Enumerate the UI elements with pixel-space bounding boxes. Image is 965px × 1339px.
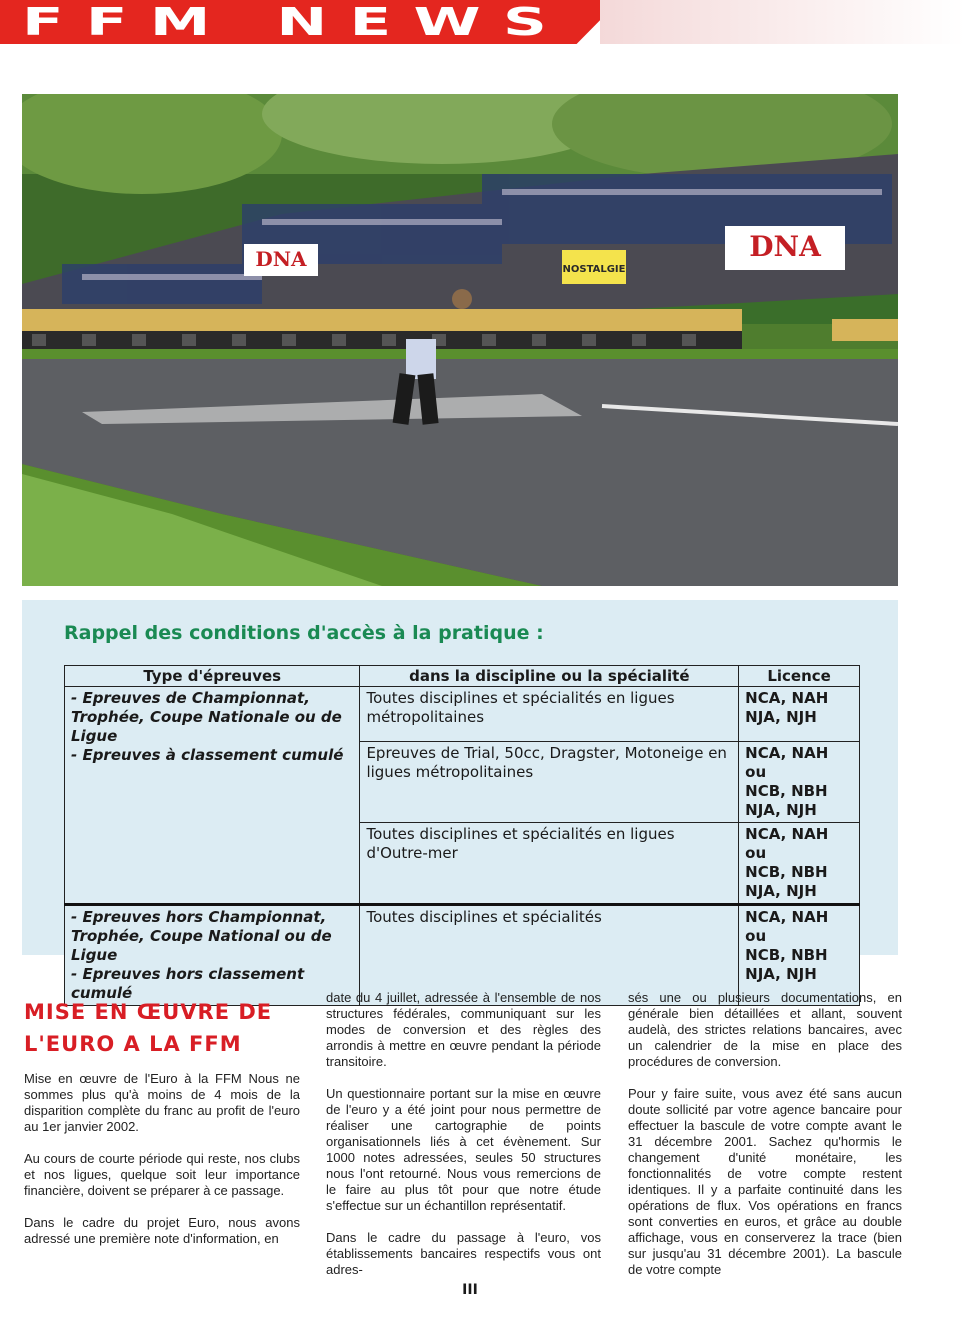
header-discipline: dans la discipline ou la spécialité (360, 666, 739, 687)
article-column-2 (326, 990, 601, 1294)
licence-line: NJA, NJH (745, 801, 817, 819)
licence-line: NCA, NAH ou (745, 825, 829, 862)
article-column-3 (628, 990, 902, 1294)
header-fade (600, 0, 965, 44)
paragraph: Mise en œuvre de l'Euro à la FFM Nous ne sommes plus qu'à moins de 4 mois de la disparition complète du franc au profit de l'euro au 1er janvier 2002. (24, 1071, 300, 1134)
article-headline (24, 996, 304, 1060)
dna-banner-left-text: DNA (255, 247, 307, 271)
group2-type-line: - Epreuves hors classement cumulé (71, 965, 305, 1002)
race-photo-illustration (22, 94, 898, 586)
page-title: FFM NEWS (22, 0, 570, 44)
group1-type-line: Trophée, Coupe Nationale ou de (71, 708, 342, 726)
panel-title: Rappel des conditions d'accès à la pratique : (64, 622, 544, 644)
header-type: Type d'épreuves (65, 666, 360, 687)
group1-type-line: Ligue (71, 727, 118, 745)
table-row (65, 687, 860, 742)
discipline-cell: Epreuves de Trial, 50cc, Dragster, Motoneige en ligues métropolitaines (360, 742, 739, 823)
discipline-cell: Toutes disciplines et spécialités en ligues métropolitaines (360, 687, 739, 742)
group2-type-cell (65, 905, 360, 1006)
group1-type-line: - Epreuves à classement cumulé (71, 746, 344, 764)
dna-banner-left (244, 244, 318, 276)
paragraph: Pour y faire suite, vous avez été sans aucun doute sollicité par votre agence bancaire pour effectuer la bascule de votre compte avant le 31 décembre 2001. Sachez qu'hormis le changement d'unité monétaire, les fonctionnalités de votre compte restent identiques. Il y a parfaite continuité dans les opérations de flux. Vos opérations en francs sont converties en euros, et grâce au double affichage, vous en conserverez la trace (bien sur jusqu'au 31 décembre 2001). La bascule de votre compte (628, 1086, 902, 1277)
dna-banner-right-text: DNA (749, 230, 821, 263)
paragraph: Un questionnaire portant sur la mise en œuvre de l'euro y a été joint pour nous permettre de réaliser une cartographie de points organisationnels liés à cet évènement. Sur 1000 notes adressées, seules 50 structures nous l'ont retourné. Nous vous remercions de le faire au plus tôt pour que notre étude s'effectue sur un échantillon représentatif. (326, 1086, 601, 1213)
access-conditions-panel (22, 600, 898, 1002)
header-licence: Licence (739, 666, 860, 687)
licence-line: NCA, NAH (745, 689, 829, 707)
licence-line: NCB, NBH (745, 946, 828, 964)
licence-cell (739, 687, 860, 742)
licence-line: NJA, NJH (745, 708, 817, 726)
paragraph: Dans le cadre du passage à l'euro, vos établissements bancaires respectifs vous ont adres- (326, 1230, 601, 1277)
licence-line: NCB, NBH (745, 782, 828, 800)
group2-type-line: - Epreuves hors Championnat, (71, 908, 327, 926)
headline-line-2: L'EURO A LA FFM (24, 1032, 242, 1056)
paragraph: sés une ou plusieurs documentations, en générale bien détaillées et allant, souvent audelà, des strictes relations bancaires, avec un calendrier de la mise en place des procédures de conversion. (628, 990, 902, 1069)
discipline-cell: Toutes disciplines et spécialités en ligues d'Outre-mer (360, 823, 739, 905)
licence-cell (739, 823, 860, 905)
licence-line: NCA, NAH ou (745, 744, 829, 781)
race-photo (22, 94, 898, 586)
group2-type-line: Trophée, Coupe National ou de (71, 927, 332, 945)
licence-cell (739, 742, 860, 823)
licence-line: NJA, NJH (745, 882, 817, 900)
discipline-cell: Toutes disciplines et spécialités (360, 905, 739, 1006)
licence-line: NJA, NJH (745, 965, 817, 983)
paragraph: Au cours de courte période qui reste, nos clubs et nos ligues, quelque soit leur importance financière, doivent se préparer à ce passage. (24, 1151, 300, 1198)
licence-line: NCA, NAH ou (745, 908, 829, 945)
licence-line: NCB, NBH (745, 863, 828, 881)
article-column-1 (24, 1071, 300, 1263)
table-header-row (65, 666, 860, 687)
group1-type-line: - Epreuves de Championnat, (71, 689, 310, 707)
group2-type-line: Ligue (71, 946, 118, 964)
access-conditions-table (64, 665, 860, 1006)
headline-line-1: MISE EN ŒUVRE DE (24, 1000, 273, 1024)
nostalgie-banner (562, 250, 626, 284)
paragraph: Dans le cadre du projet Euro, nous avons adressé une première note d'information, en (24, 1215, 300, 1246)
group1-type-cell (65, 687, 360, 905)
dna-banner-right (725, 226, 845, 270)
nostalgie-banner-text: NOSTALGIE (562, 264, 626, 275)
paragraph: date du 4 juillet, adressée à l'ensemble de nos structures fédérales, communiquant sur les modes de conversion et des règles des arrondis à mettre en œuvre pendant la période transitoire. (326, 990, 601, 1069)
page-number: III (462, 1282, 478, 1298)
